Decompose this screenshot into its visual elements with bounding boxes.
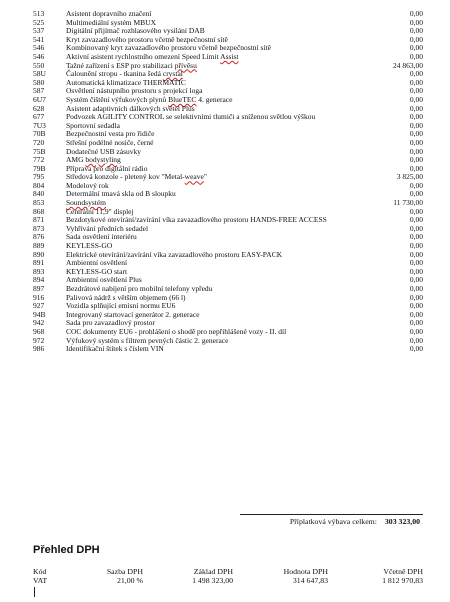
item-name: Asistent dopravního značení bbox=[66, 9, 152, 18]
item-code: 795 bbox=[33, 172, 45, 182]
item-name: Střešní podélné nosiče, černé bbox=[66, 137, 154, 147]
vat-header-amount: Hodnota DPH bbox=[283, 567, 328, 576]
item-price: 0,00 bbox=[409, 326, 423, 336]
item-name: Středová konzole - pletený kov "Metal-weave" bbox=[66, 172, 207, 182]
item-code: 546 bbox=[33, 43, 45, 53]
spellcheck-mark: přívěsu bbox=[174, 60, 197, 70]
item-price: 0,00 bbox=[409, 189, 423, 199]
item-name: KEYLESS-GO bbox=[66, 241, 113, 251]
text-cursor bbox=[34, 587, 35, 597]
item-name: Integrovaný startovací generátor 2. generace bbox=[66, 309, 200, 319]
vat-header-base: Základ DPH bbox=[193, 567, 233, 576]
item-name: Modelový rok bbox=[66, 180, 109, 190]
item-code: 972 bbox=[33, 335, 45, 345]
summary-divider bbox=[240, 514, 423, 515]
item-price: 0,00 bbox=[409, 223, 423, 233]
item-code: 94B bbox=[33, 309, 46, 319]
item-price: 0,00 bbox=[409, 17, 423, 27]
item-name: Vozidla splňující emisní normu EU6 bbox=[66, 301, 176, 311]
spellcheck-mark: crystal bbox=[162, 69, 183, 79]
item-price: 0,00 bbox=[409, 206, 423, 216]
item-price: 0,00 bbox=[409, 284, 423, 293]
item-name: Podvozek AGILITY CONTROL se selektivními tlumiči a sníženou světlou výškou bbox=[66, 112, 316, 122]
item-price: 24 863,00 bbox=[393, 60, 423, 70]
item-code: 876 bbox=[33, 232, 45, 242]
item-code: 804 bbox=[33, 180, 45, 190]
item-price: 0,00 bbox=[409, 86, 423, 96]
summary-value: 303 323,00 bbox=[384, 517, 420, 526]
item-code: 6U7 bbox=[33, 94, 46, 104]
spellcheck-mark: Assist bbox=[220, 51, 239, 61]
item-price: 3 825,00 bbox=[396, 172, 423, 182]
item-name: Palivová nádrž s větším objemem (66 l) bbox=[66, 292, 186, 302]
item-code: 550 bbox=[33, 60, 45, 70]
item-code: 7U3 bbox=[33, 120, 46, 130]
item-code: 546 bbox=[33, 51, 45, 61]
item-name: COC dokumenty EU6 - prohlášení o shodě pro nepřihlášené vozy - II. díl bbox=[66, 326, 287, 336]
item-name: Sada osvětlení interiéru bbox=[66, 232, 137, 242]
item-price: 0,00 bbox=[409, 318, 423, 328]
item-price: 0,00 bbox=[409, 180, 423, 190]
item-code: 772 bbox=[33, 155, 45, 165]
item-name: Výfukový systém s filtrem pevných částic 2. generace bbox=[66, 335, 229, 345]
item-code: 541 bbox=[33, 34, 45, 44]
item-price: 0,00 bbox=[409, 94, 423, 104]
item-price: 0,00 bbox=[409, 77, 423, 87]
item-name: Osvětlení nástupního prostoru s projekcí loga bbox=[66, 86, 203, 96]
item-price: 0,00 bbox=[409, 163, 423, 173]
item-price: 0,00 bbox=[409, 275, 423, 285]
vat-header-code: Kód bbox=[33, 567, 47, 576]
item-name: Příprava pro digitální rádio bbox=[66, 163, 148, 173]
summary-row bbox=[230, 517, 420, 526]
item-code: 580 bbox=[33, 77, 45, 87]
item-code: 525 bbox=[33, 17, 45, 27]
item-price: 0,00 bbox=[409, 112, 423, 122]
item-code: 853 bbox=[33, 198, 45, 208]
item-price: 0,00 bbox=[409, 292, 423, 302]
item-code: 893 bbox=[33, 266, 45, 276]
item-price: 0,00 bbox=[409, 301, 423, 311]
item-name: Elektrické otevírání/zavírání víka zavazadlového prostoru EASY-PACK bbox=[66, 249, 283, 259]
item-name: Kombinovaný kryt zavazadlového prostoru včetně bezpečnostní sítě bbox=[66, 43, 271, 53]
item-price: 0,00 bbox=[409, 258, 423, 268]
item-price: 0,00 bbox=[409, 137, 423, 147]
item-name: Bezpečnostní vesta pro řidiče bbox=[66, 129, 155, 139]
item-name: Ambientní osvětlení bbox=[66, 258, 128, 268]
vat-amount: 314 647,83 bbox=[292, 576, 328, 585]
spellcheck-mark: bodystyling bbox=[85, 155, 121, 165]
item-price: 0,00 bbox=[409, 309, 423, 319]
item-code: 894 bbox=[33, 275, 45, 285]
item-price: 0,00 bbox=[409, 249, 423, 259]
item-name: Kryt zavazadlového prostoru včetně bezpečnostní sítě bbox=[66, 34, 228, 44]
item-code: 871 bbox=[33, 215, 45, 225]
spellcheck-mark: Soundsystém bbox=[66, 198, 107, 208]
item-code: 890 bbox=[33, 249, 45, 259]
item-name: Automatická klimatizace THERMATIC bbox=[66, 77, 186, 87]
item-code: 916 bbox=[33, 292, 45, 302]
vat-row bbox=[33, 576, 423, 585]
item-name: Čalounění stropu - tkanina šedá crystal bbox=[66, 69, 183, 79]
item-code: 70B bbox=[33, 129, 46, 139]
item-name: Digitální přijímač rozhlasového vysílání DAB bbox=[66, 26, 205, 36]
item-name: Bezdotykové otevírání/zavírání víka zavazadlového prostoru HANDS-FREE ACCESS bbox=[66, 215, 327, 225]
item-name: Sportovní sedadla bbox=[66, 120, 120, 130]
item-price: 0,00 bbox=[409, 266, 423, 276]
item-price: 0,00 bbox=[409, 215, 423, 225]
vat-rate: 21,00 % bbox=[117, 576, 143, 585]
item-price: 0,00 bbox=[409, 129, 423, 139]
item-code: 75B bbox=[33, 146, 46, 156]
item-price: 0,00 bbox=[409, 232, 423, 242]
item-price: 0,00 bbox=[409, 344, 423, 354]
item-code: 986 bbox=[33, 344, 45, 354]
item-name: Bezdrátové nabíjení pro mobilní telefony vpředu bbox=[66, 284, 213, 293]
item-code: 868 bbox=[33, 206, 45, 216]
item-code: 873 bbox=[33, 223, 45, 233]
vat-code: VAT bbox=[33, 576, 48, 585]
vat-header-rate: Sazba DPH bbox=[106, 567, 143, 576]
item-price: 0,00 bbox=[409, 155, 423, 165]
item-name: Tažné zařízení s ESP pro stabilizaci přívěsu bbox=[66, 60, 197, 70]
item-code: 677 bbox=[33, 112, 45, 122]
item-code: 587 bbox=[33, 86, 45, 96]
item-code: 58U bbox=[33, 69, 46, 79]
item-name: Sada pro zavazadlový prostor bbox=[66, 318, 155, 328]
item-code: 968 bbox=[33, 326, 45, 336]
item-name: Ambientní osvětlení Plus bbox=[66, 275, 142, 285]
item-code: 720 bbox=[33, 137, 45, 147]
vat-title: Přehled DPH bbox=[33, 544, 100, 556]
item-code: 79B bbox=[33, 163, 46, 173]
item-price: 0,00 bbox=[409, 69, 423, 79]
spellcheck-mark: BlueTEC bbox=[168, 94, 197, 104]
item-name: AMG bodystyling bbox=[66, 155, 121, 165]
item-name: Vyhřívání předních sedadel bbox=[66, 223, 149, 233]
item-name: Asistent adaptivních dálkových světel Plus bbox=[66, 103, 195, 113]
equipment-table bbox=[33, 10, 423, 354]
item-price: 0,00 bbox=[409, 335, 423, 345]
vat-base: 1 498 323,00 bbox=[192, 576, 233, 585]
item-code: 513 bbox=[33, 9, 45, 18]
item-price: 11 730,00 bbox=[393, 198, 423, 208]
item-name: Identifikační štítek s číslem VIN bbox=[66, 344, 164, 354]
summary-label: Příplatková výbava celkem: bbox=[289, 517, 377, 526]
item-row bbox=[33, 345, 423, 354]
item-price: 0,00 bbox=[409, 103, 423, 113]
item-name: Dodatečné USB zásuvky bbox=[66, 146, 141, 156]
item-code: 891 bbox=[33, 258, 45, 268]
item-price: 0,00 bbox=[409, 51, 423, 61]
item-name: Multimediální systém MBUX bbox=[66, 17, 156, 27]
item-price: 0,00 bbox=[409, 9, 423, 18]
item-code: 927 bbox=[33, 301, 45, 311]
item-code: 897 bbox=[33, 284, 45, 293]
item-code: 889 bbox=[33, 241, 45, 251]
item-price: 0,00 bbox=[409, 34, 423, 44]
vat-table bbox=[33, 567, 423, 585]
vat-header-row bbox=[33, 567, 423, 576]
item-price: 0,00 bbox=[409, 146, 423, 156]
item-name: Centrální 11,9" displej bbox=[66, 206, 134, 216]
item-code: 537 bbox=[33, 26, 45, 36]
item-name: Systém čištění výfukových plynů BlueTEC 4. generace bbox=[66, 94, 233, 104]
item-price: 0,00 bbox=[409, 43, 423, 53]
item-name: KEYLESS-GO start bbox=[66, 266, 128, 276]
item-price: 0,00 bbox=[409, 241, 423, 251]
item-code: 628 bbox=[33, 103, 45, 113]
item-code: 840 bbox=[33, 189, 45, 199]
item-price: 0,00 bbox=[409, 120, 423, 130]
item-name: Determální tmavá skla od B sloupku bbox=[66, 189, 176, 199]
item-price: 0,00 bbox=[409, 26, 423, 36]
item-name: Aktivní asistent rychlostního omezení Speed Limit Assist bbox=[66, 51, 239, 61]
spellcheck-mark: weave bbox=[184, 172, 204, 182]
vat-total: 1 812 970,83 bbox=[382, 576, 423, 585]
vat-header-total: Včetně DPH bbox=[383, 567, 423, 576]
item-code: 942 bbox=[33, 318, 45, 328]
